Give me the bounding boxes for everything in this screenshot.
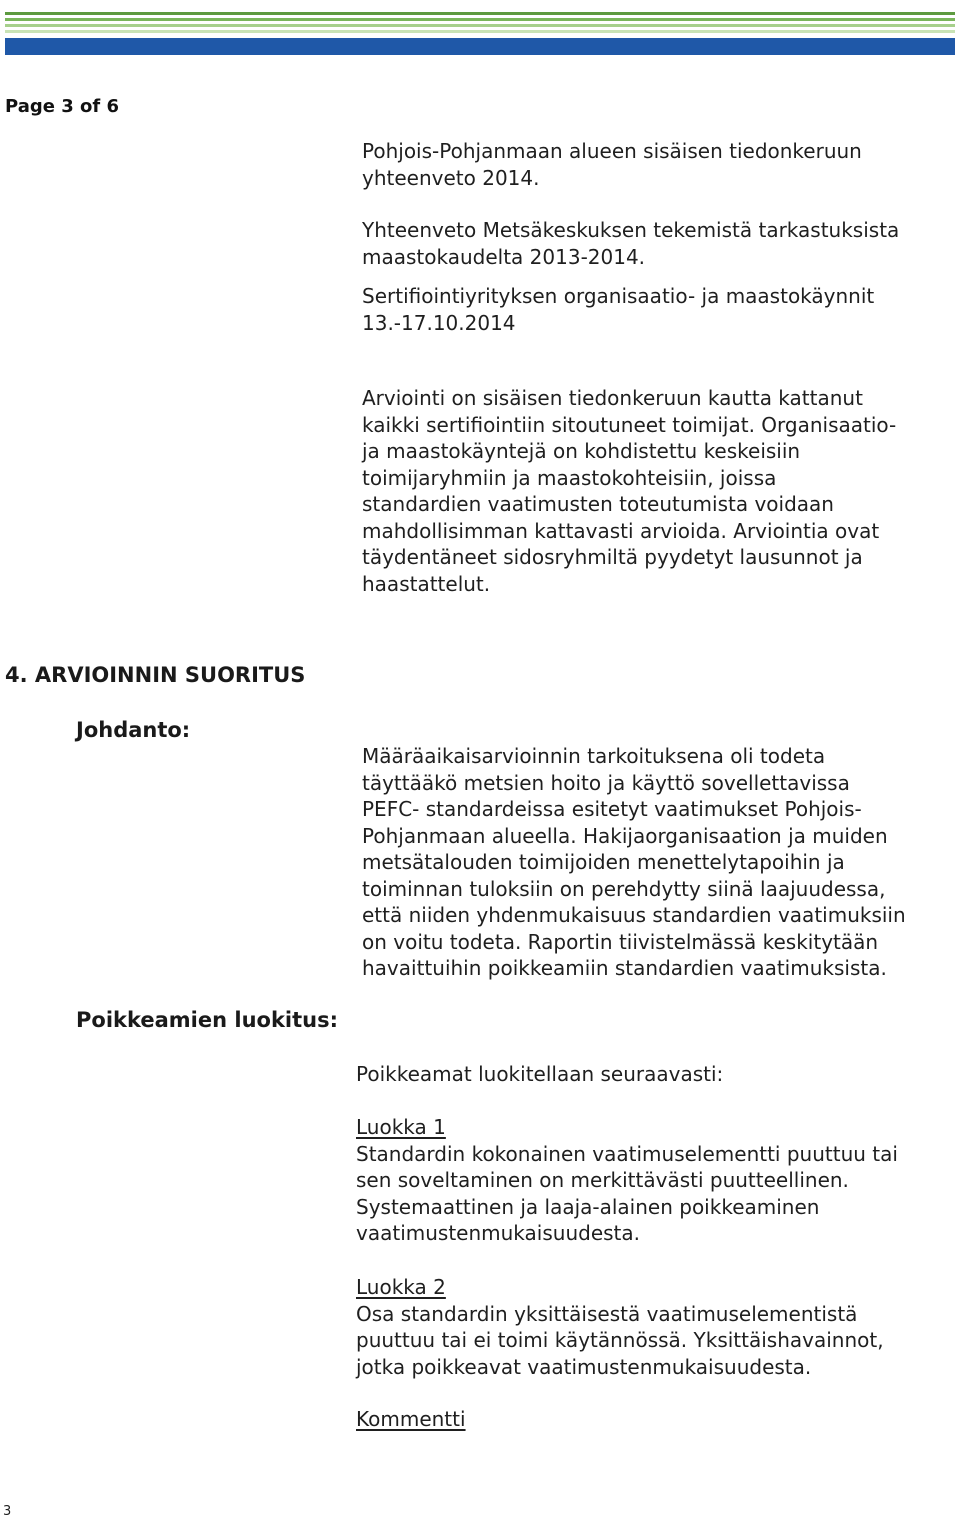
- comment-block: [356, 1406, 956, 1433]
- header-stripe: [5, 24, 955, 27]
- classification-intro: Poikkeamat luokitellaan seuraavasti:: [356, 1062, 724, 1086]
- source-item-2: Yhteenveto Metsäkeskuksen tekemistä tarkastuksista maastokaudelta 2013-2014.: [362, 218, 900, 269]
- classification-label: Poikkeamien luokitus:: [76, 1008, 339, 1032]
- header-stripe: [5, 30, 955, 33]
- intro-paragraph: Määräaikaisarvioinnin tarkoituksena oli todeta täyttääkö metsien hoito ja käyttö sovellettavissa PEFC- standardeissa esitetyt vaatimukset Pohjois- Pohjanmaan alueella. Hakijaorganisaation ja muiden metsätalouden toimijoiden menettelytapoihin ja toiminnan tuloksiin on perehdytty siinä laajuudessa, että niiden yhdenmukaisuus standardien vaatimuksiin on voitu todeta. Raportin tiivistelmässä keskitytään havaittuihin poikkeamiin standardien vaatimuksista.: [362, 744, 906, 980]
- page-number: 3: [3, 1504, 12, 1519]
- source-item-3: Sertifiointiyrityksen organisaatio- ja maastokäynnit 13.-17.10.2014: [362, 284, 875, 335]
- assessment-paragraph: Arviointi on sisäisen tiedonkeruun kautta kattanut kaikki sertifiointiin sitoutuneet toimijat. Organisaatio- ja maastokäyntejä on kohdistettu keskeisiin toimijaryhmiin ja maastokohteisiin, joissa standardien vaatimusten toteutumista voidaan mahdollisimman kattavasti arvioida. Arviointia ovat täydentäneet sidosryhmiltä pyydetyt lausunnot ja haastattelut.: [362, 386, 897, 596]
- class-2-title: Luokka 2: [356, 1275, 446, 1299]
- class-2-block: Luokka 2 Osa standardin yksittäisestä vaatimuselementistä puuttuu tai ei toimi käytännössä. Yksittäishavainnot, jotka poikkeavat vaatimustenmukaisuudesta.: [356, 1274, 956, 1380]
- header-stripe: [5, 18, 955, 21]
- section-heading: 4. ARVIOINNIN SUORITUS: [5, 663, 306, 687]
- class-1-title: Luokka 1: [356, 1115, 446, 1139]
- comment-title: Kommentti: [356, 1407, 466, 1431]
- source-item-1: Pohjois-Pohjanmaan alueen sisäisen tiedonkeruun yhteenveto 2014.: [362, 139, 862, 190]
- header-band: [5, 38, 955, 55]
- header-stripe: [5, 12, 955, 15]
- intro-label: Johdanto:: [76, 718, 191, 742]
- page-label: Page 3 of 6: [5, 96, 119, 117]
- class-1-block: Luokka 1 Standardin kokonainen vaatimuselementti puuttuu tai sen soveltaminen on merkittävästi puutteellinen. Systemaattinen ja laaja-alainen poikkeaminen vaatimustenmukaisuudesta.: [356, 1114, 956, 1247]
